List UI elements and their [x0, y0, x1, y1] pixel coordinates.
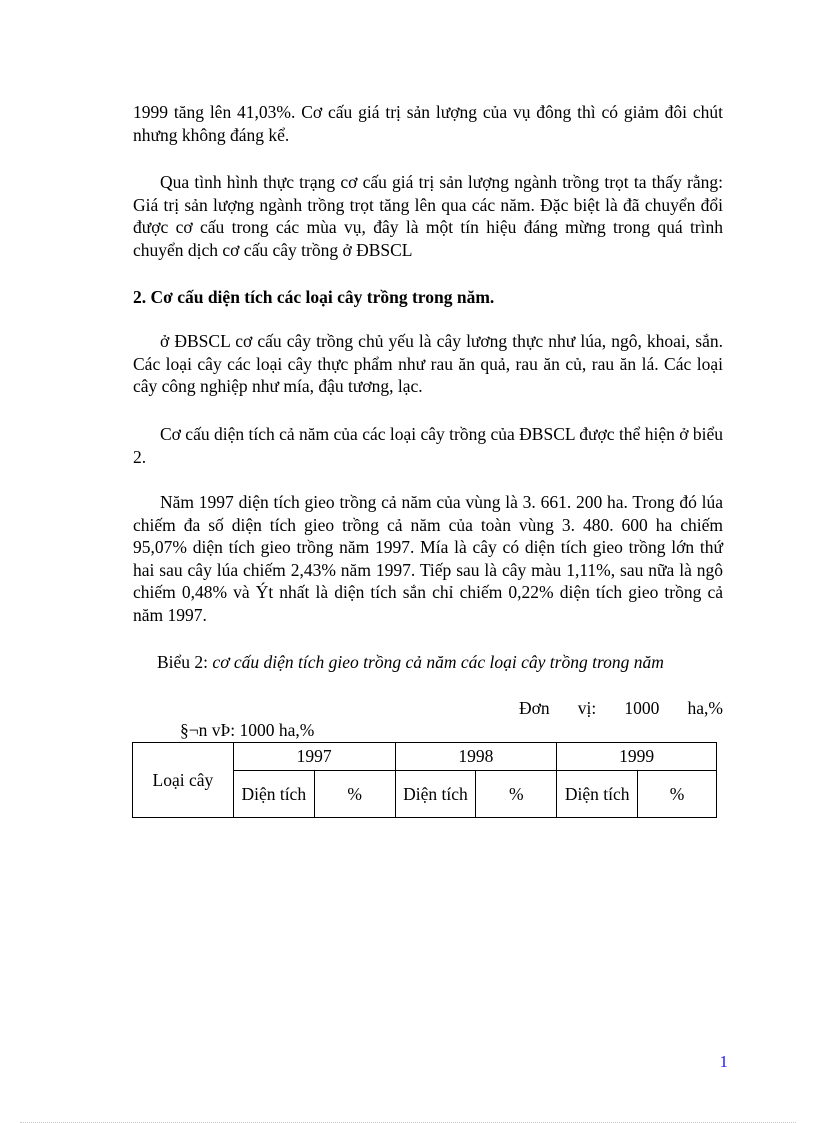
table-header-percent: % — [638, 771, 717, 818]
unit-label-garbled: §¬n vÞ: 1000 ha,% — [180, 720, 315, 740]
table-header-percent: % — [314, 771, 395, 818]
paragraph-area-intro: Cơ cấu diện tích cả năm của các loại cây trồng của ĐBSCL được thể hiện ở biểu 2. — [133, 424, 723, 467]
table-header-year: 1998 — [395, 743, 557, 771]
paragraph-1997-area: Năm 1997 diện tích gieo trồng cả năm của vùng là 3. 661. 200 ha. Trong đó lúa chiếm đa số diện tích gieo trồng cả năm của toàn vùng 3. 480. 600 ha chiếm 95,07% diện tích gieo trồng năm 1997. Mía là cây có diện tích gieo trồng lớn thứ hai sau cây lúa chiếm 2,43% năm 1997. Tiếp sau là cây màu 1,11%, sau nữa là ngô chiếm 0,48% và Ýt nhất là diện tích sắn chỉ chiếm 0,22% diện tích gieo trồng cả năm 1997. — [133, 492, 723, 625]
caption-title: cơ cấu diện tích gieo trồng cả năm các loại cây trồng trong năm — [212, 652, 664, 672]
page-number: 1 — [719, 1052, 728, 1071]
table-header-area: Diện tích — [395, 771, 476, 818]
unit-word: vị: — [577, 698, 597, 718]
unit-word: 1000 — [624, 698, 660, 718]
paragraph-crop-structure: ở ĐBSCL cơ cấu cây trồng chủ yếu là cây lương thực như lúa, ngô, khoai, sắn. Các loại cây các loại cây thực phẩm như rau ăn quả, rau ăn củ, rau ăn lá. Các loại cây công nghiệp như mía, đậu tương, lạc. — [133, 331, 723, 396]
unit-word: ha,% — [687, 698, 723, 718]
table-header-crop-type: Loại cây — [133, 743, 234, 818]
table-caption — [157, 652, 664, 673]
table-header-area: Diện tích — [557, 771, 638, 818]
unit-label — [519, 698, 723, 719]
table-header-percent: % — [476, 771, 557, 818]
paragraph-summary: Qua tình hình thực trạng cơ cấu giá trị sản lượng ngành trồng trọt ta thấy rằng: Giá trị sản lượng ngành trồng trọt tăng lên qua các năm. Đặc biệt là đã chuyển đổi được cơ cấu trong các mùa vụ, đây là một tín hiệu đáng mừng trong quá trình chuyển dịch cơ cấu cây trồng ở ĐBSCL — [133, 172, 723, 260]
crop-area-table — [132, 742, 717, 818]
table-header-area: Diện tích — [233, 771, 314, 818]
section-heading: 2. Cơ cấu diện tích các loại cây trồng trong năm. — [133, 287, 495, 307]
paragraph-continuation: 1999 tăng lên 41,03%. Cơ cấu giá trị sản lượng của vụ đông thì có giảm đôi chút nhưng không đáng kể. — [133, 102, 723, 145]
table-header-year: 1999 — [557, 743, 717, 771]
caption-prefix: Biểu 2: — [157, 652, 213, 672]
unit-word: Đơn — [519, 698, 550, 718]
table-header-row-years — [133, 743, 717, 771]
table-header-year: 1997 — [233, 743, 395, 771]
